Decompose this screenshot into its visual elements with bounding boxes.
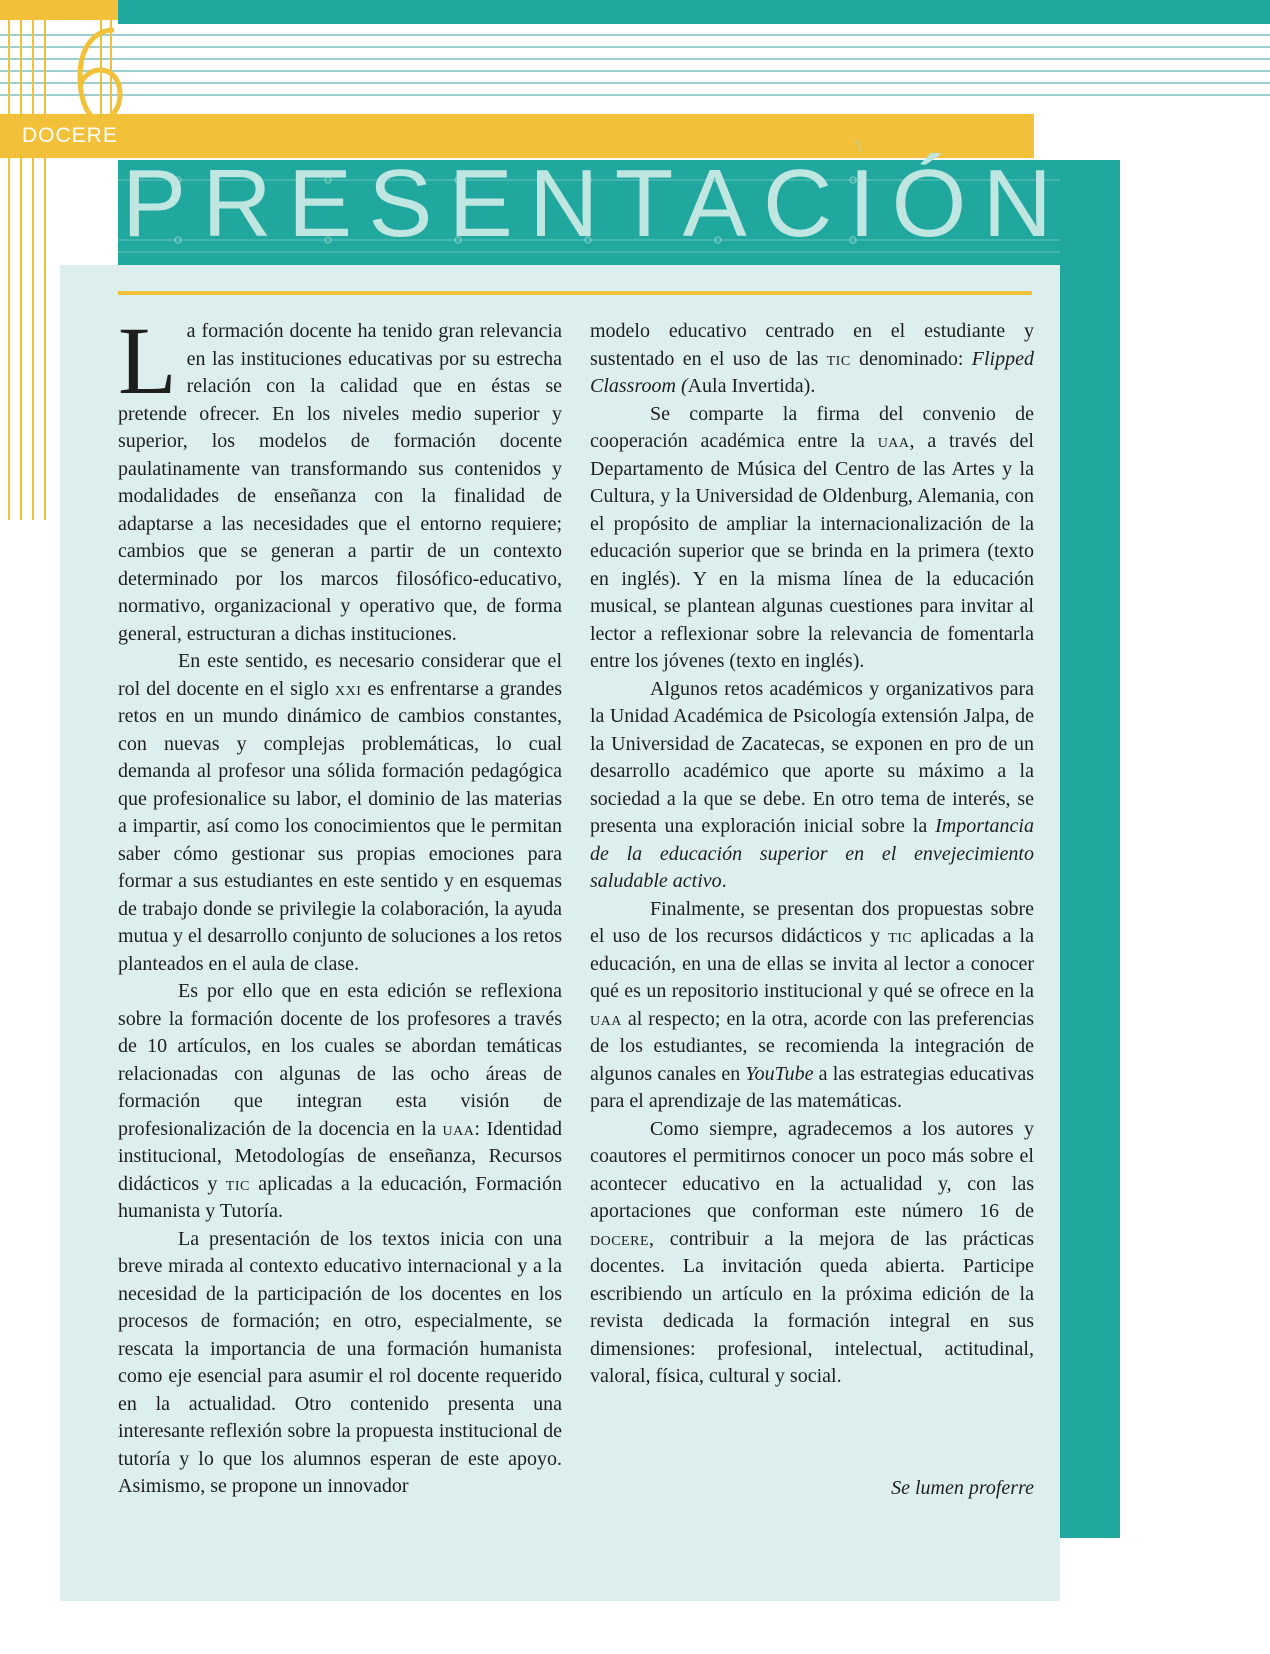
vertical-stripe [8, 0, 10, 520]
stripe-line [0, 58, 1270, 60]
signature: Se lumen proferre [891, 1477, 1034, 1499]
stripe-line [0, 82, 1270, 84]
stripe-line [0, 70, 1270, 72]
paragraph: En este sentido, es necesario considerar que el rol del docente en el siglo xxi es enfrentarse a grandes retos en un mundo dinámico de cambios constantes, con nuevas y complejas problemáticas, lo cual demanda al profesor una sólida formación pedagógica que profesionalice su labor, el dominio de las materias a impartir, así como los conocimientos que le permitan saber cómo gestionar sus propias emociones para formar a sus estudiantes en este sentido y en esquemas de trabajo donde se privilegie la colaboración, la ayuda mutua y el desarrollo conjunto de soluciones a los retos planteados en el aula de clase. [118, 650, 562, 975]
page-number [70, 24, 126, 124]
paragraph: Se comparte la firma del convenio de cooperación académica entre la uaa, a través del Departamento de Música del Centro de las Artes y la Cultura, y la Universidad de Oldenburg, Alemania, con el propósito de ampliar la internacionalización de la educación superior que se brinda en la primera (texto en inglés). Y en la misma línea de la educación musical, se plantean algunas cuestiones para invitar al lector a reflexionar sobre la relevancia de fomentarla entre los jóvenes (texto en inglés). [590, 402, 1034, 672]
paragraph: Es por ello que en esta edición se reflexiona sobre la formación docente de los profesores a través de 10 artículos, en los cuales se abordan temáticas relacionadas con algunas de las ocho áreas de formación que integran esta visión de profesionalización de la docencia en la uaa: Identidad institucional, Metodologías de enseñanza, Recursos didácticos y tic aplicadas a la educación, Formación humanista y Tutoría. [118, 980, 562, 1222]
article-right-column [590, 318, 1034, 1391]
vertical-stripe [32, 0, 34, 520]
paragraph: Finalmente, se presentan dos propuestas sobre el uso de los recursos didácticos y tic aplicadas a la educación, en una de ellas se invita al lector a conocer qué es un repositorio institucional y qué se ofrece en la uaa al respecto; en la otra, acorde con las preferencias de los estudiantes, se recomienda la integración de algunos canales en YouTube a las estrategias educativas para el aprendizaje de las matemáticas. [590, 897, 1034, 1112]
paragraph: La presentación de los textos inicia con una breve mirada al contexto educativo internacional y a la necesidad de la participación de los docentes en los procesos de formación; en otro, especialmente, se rescata la importancia de una formación humanista como eje esencial para asumir el rol docente requerido en la actualidad. Otro contenido presenta una interesante reflexión sobre la propuesta institucional de tutoría y lo que los alumnos esperan de este apoyo. Asimismo, se propone un innovador [118, 1227, 562, 1497]
section-label: DOCERE [22, 124, 118, 147]
paragraph: modelo educativo centrado en el estudiante y sustentado en el uso de las tic denominado: Flipped Classroom (Aula Invertida). [590, 320, 1034, 397]
paragraph: La formación docente ha tenido gran relevancia en las instituciones educativas por su estrecha relación con la calidad que en éstas se pretende ofrecer. En los niveles medio superior y superior, los modelos de formación docente paulatinamente van transformando sus contenidos y modalidades de enseñanza con la finalidad de adaptarse a las necesidades que el entorno requiere; cambios que se generan a partir de un contexto determinado por los marcos filosófico-educativo, normativo, organizacional y operativo que, de forma general, estructuran a dichas instituciones. [118, 307, 562, 645]
paragraph: Como siempre, agradecemos a los autores y coautores el permitirnos conocer un poco más sobre el acontecer educativo en la actualidad y, con las aportaciones que conforman este número 16 de docere, contribuir a la mejora de las prácticas docentes. La invitación queda abierta. Participe escribiendo un artículo en la próxima edición de la revista dedicada la formación integral en sus dimensiones: profesional, intelectual, actitudinal, valoral, física, cultural y social. [590, 1117, 1034, 1387]
drop-cap: L [118, 307, 177, 414]
stripe-line [0, 34, 1270, 36]
paragraph: Algunos retos académicos y organizativos para la Unidad Académica de Psicología extensión Jalpa, de la Universidad de Zacatecas, se exponen en pro de un desarrollo académico que aporte su máximo a la sociedad a la que se debe. En otro tema de interés, se presenta una exploración inicial sobre la Importancia de la educación superior en el envejecimiento saludable activo. [590, 677, 1034, 892]
top-teal-bar [118, 0, 1270, 24]
stripe-line [0, 94, 1270, 96]
stripe-line [0, 46, 1270, 48]
article-left-column [118, 307, 562, 1501]
page-title [118, 140, 1060, 265]
vertical-stripe [44, 0, 46, 520]
divider-rule [118, 291, 1032, 295]
vertical-stripe [20, 0, 22, 520]
teal-side-block [1060, 160, 1120, 1538]
svg-text:PRESENTACIÓN: PRESENTACIÓN [122, 150, 1052, 257]
